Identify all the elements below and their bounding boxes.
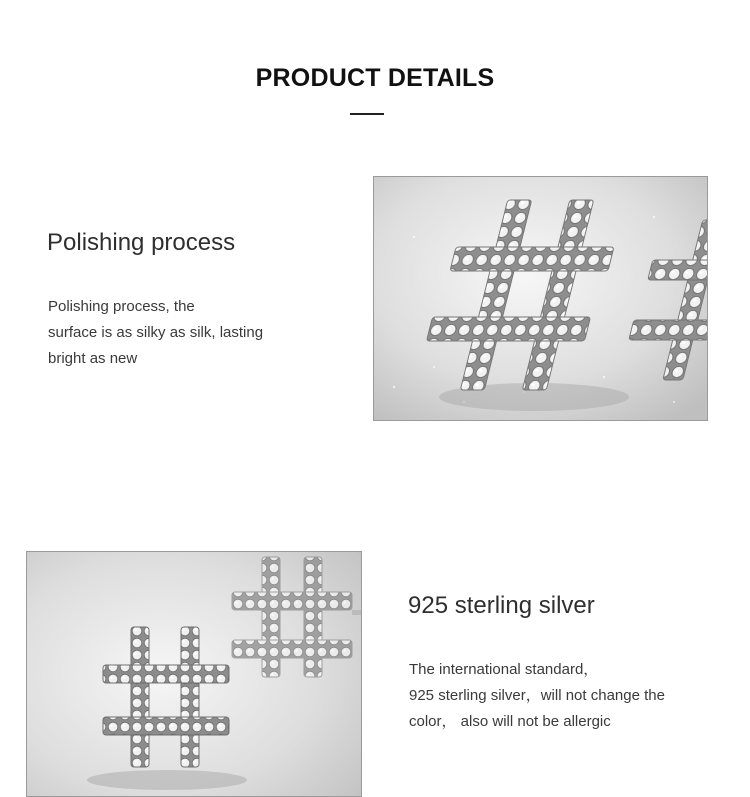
section-heading-sterling-silver: 925 sterling silver [408,592,595,619]
earring-photo-closeup [373,176,708,421]
section-description-polishing [48,294,263,372]
description-line: The international standard， [409,661,599,678]
description-line: 925 sterling silver，will not change the [409,687,665,704]
section-description-sterling-silver [409,657,665,735]
description-line: surface is as silky as silk, lasting [48,324,264,341]
title-divider [350,113,384,115]
earring-photo-pair [26,551,362,797]
earring-photo-graphic [374,177,707,420]
section-heading-polishing: Polishing process [47,229,236,256]
earring-pair-graphic [27,552,361,796]
description-line: color， also will not be allergic [409,713,611,730]
description-line: bright as new [48,350,138,367]
description-line: Polishing process, the [48,298,195,315]
page-title: PRODUCT DETAILS [255,64,495,92]
